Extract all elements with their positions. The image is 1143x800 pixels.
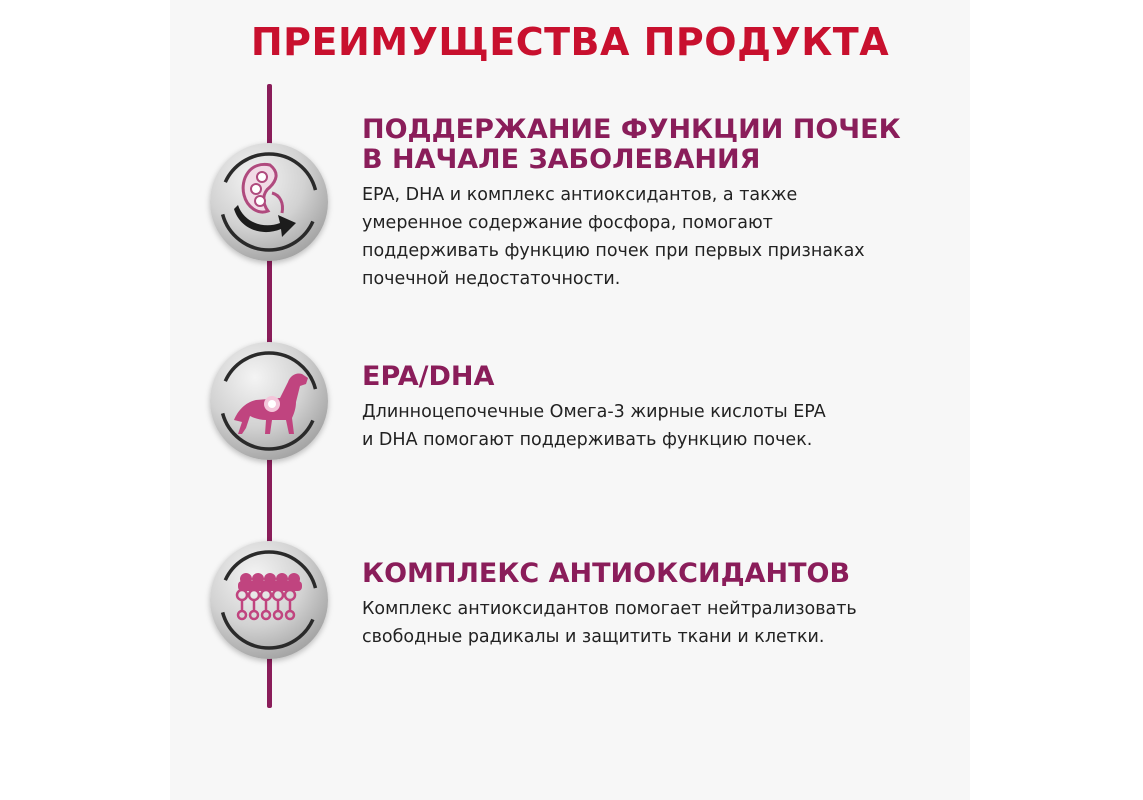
benefit-epa-dha <box>362 362 962 454</box>
benefit-title <box>362 559 962 589</box>
benefit-antioxidants <box>362 559 962 651</box>
dog-badge <box>210 342 328 460</box>
benefit-title-line: EPA/DHA <box>362 361 495 392</box>
benefit-title <box>362 115 962 175</box>
cell-membrane-icon <box>210 541 328 659</box>
desc-line: умеренное содержание фосфора, помогают <box>362 213 773 233</box>
benefit-description <box>362 595 962 651</box>
benefit-description <box>362 398 962 454</box>
desc-line: EPA, DHA и комплекс антиоксидантов, а также <box>362 185 798 205</box>
antioxidant-badge <box>210 541 328 659</box>
benefit-title-line: ПОДДЕРЖАНИЕ ФУНКЦИИ ПОЧЕК <box>362 114 901 145</box>
desc-line: почечной недостаточности. <box>362 269 621 289</box>
benefit-description <box>362 181 962 293</box>
kidney-arrow-icon <box>210 143 328 261</box>
desc-line: Комплекс антиоксидантов помогает нейтрализовать <box>362 599 857 619</box>
kidney-badge <box>210 143 328 261</box>
benefit-title <box>362 362 962 392</box>
desc-line: свободные радикалы и защитить ткани и клетки. <box>362 627 825 647</box>
desc-line: поддерживать функцию почек при первых признаках <box>362 241 865 261</box>
desc-line: и DHA помогают поддерживать функцию почек. <box>362 430 813 450</box>
benefit-kidney <box>362 115 962 293</box>
desc-line: Длинноцепочечные Омега-3 жирные кислоты EPA <box>362 402 826 422</box>
page-title: ПРЕИМУЩЕСТВА ПРОДУКТА <box>250 20 890 64</box>
benefit-title-line: КОМПЛЕКС АНТИОКСИДАНТОВ <box>362 558 851 589</box>
dog-icon <box>210 342 328 460</box>
benefit-title-line: В НАЧАЛЕ ЗАБОЛЕВАНИЯ <box>362 144 761 175</box>
